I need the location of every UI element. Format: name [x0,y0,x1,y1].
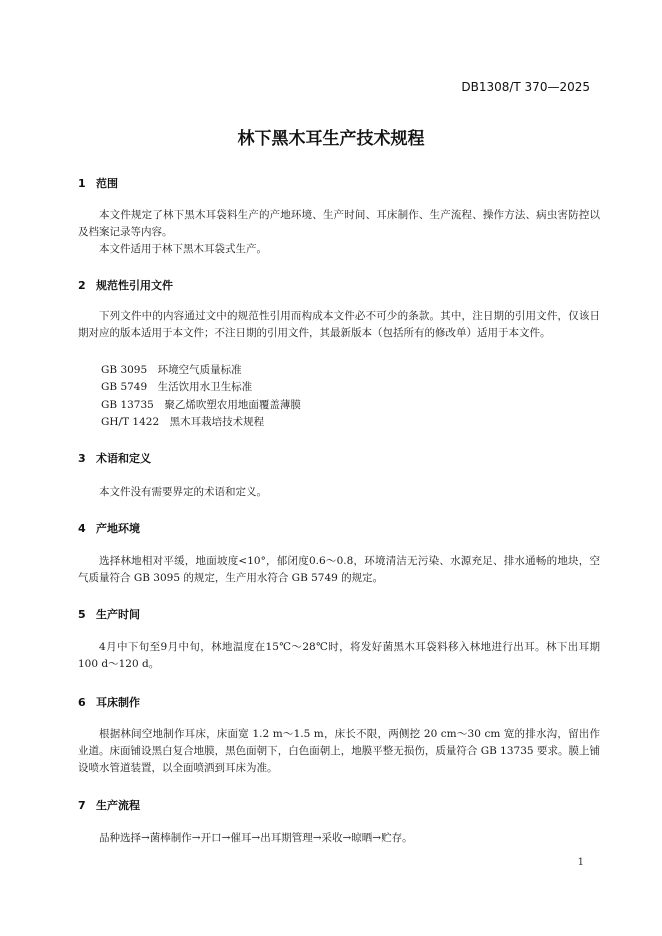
section-title: 生产流程 [96,799,140,812]
paragraph: 本文件规定了林下黑木耳袋料生产的产地环境、生产时间、耳床制作、生产流程、操作方法、病虫害防控以及档案记录等内容。 [78,209,600,238]
section-number: 7 [78,799,86,812]
reference-item: GB 5749 生活饮用水卫生标准 [101,381,253,393]
section-heading-terms [78,450,151,466]
paragraph: 根据林间空地制作耳床，床面宽 1.2 m～1.5 m，床长不限，两侧挖 20 cm～30 cm 宽的排水沟，留出作业道。床面铺设黑白复合地膜，黑色面朝下，白色面朝上，地膜平整无损伤，质量符合 GB 13735 要求。膜上铺设喷水管道装置，以全面喷洒到耳床为准。 [78,728,600,774]
section-number: 5 [78,608,86,621]
section-number: 4 [78,522,86,535]
section-number: 6 [78,696,86,709]
reference-item: GH/T 1422 黑木耳栽培技术规程 [101,416,265,428]
section-title: 术语和定义 [96,452,151,465]
section-number: 2 [78,279,86,292]
standard-number: DB1308/T 370—2025 [461,80,590,94]
section-title: 生产时间 [96,608,140,621]
section-heading-bed-making [78,694,140,710]
reference-item: GB 3095 环境空气质量标准 [101,364,242,376]
section-title: 规范性引用文件 [96,279,173,292]
paragraph: 本文件没有需要界定的术语和定义。 [99,486,267,498]
reference-item: GB 13735 聚乙烯吹塑农用地面覆盖薄膜 [101,399,301,411]
section-heading-production-process [78,797,140,813]
paragraph: 下列文件中的内容通过文中的规范性引用而构成本文件必不可少的条款。其中，注日期的引用文件，仅该日期对应的版本适用于本文件；不注日期的引用文件，其最新版本（包括所有的修改单）适用于本文件。 [78,310,600,339]
document-title: 林下黑木耳生产技术规程 [237,129,425,149]
paragraph: 本文件适用于林下黑木耳袋式生产。 [99,243,267,255]
paragraph: 品种选择→菌棒制作→开口→催耳→出耳期管理→采收→晾晒→贮存。 [99,832,413,844]
paragraph: 4月中下旬至9月中旬，林地温度在15℃～28℃时，将发好菌黑木耳袋料移入林地进行出耳。林下出耳期 100 d～120 d。 [78,641,600,670]
section-title: 产地环境 [96,522,140,535]
section-heading-environment [78,520,140,536]
section-title: 耳床制作 [96,696,140,709]
section-title: 范围 [96,177,118,190]
section-number: 3 [78,452,86,465]
section-heading-normative-references [78,277,173,293]
paragraph: 选择林地相对平缓，地面坡度<10°，郁闭度0.6～0.8，环境清洁无污染、水源充足、排水通畅的地块，空气质量符合 GB 3095 的规定，生产用水符合 GB 5749 的规定。 [78,555,600,584]
section-number: 1 [78,177,86,190]
page-number: 1 [577,857,584,868]
section-heading-scope [78,175,118,191]
section-heading-production-time [78,606,140,622]
